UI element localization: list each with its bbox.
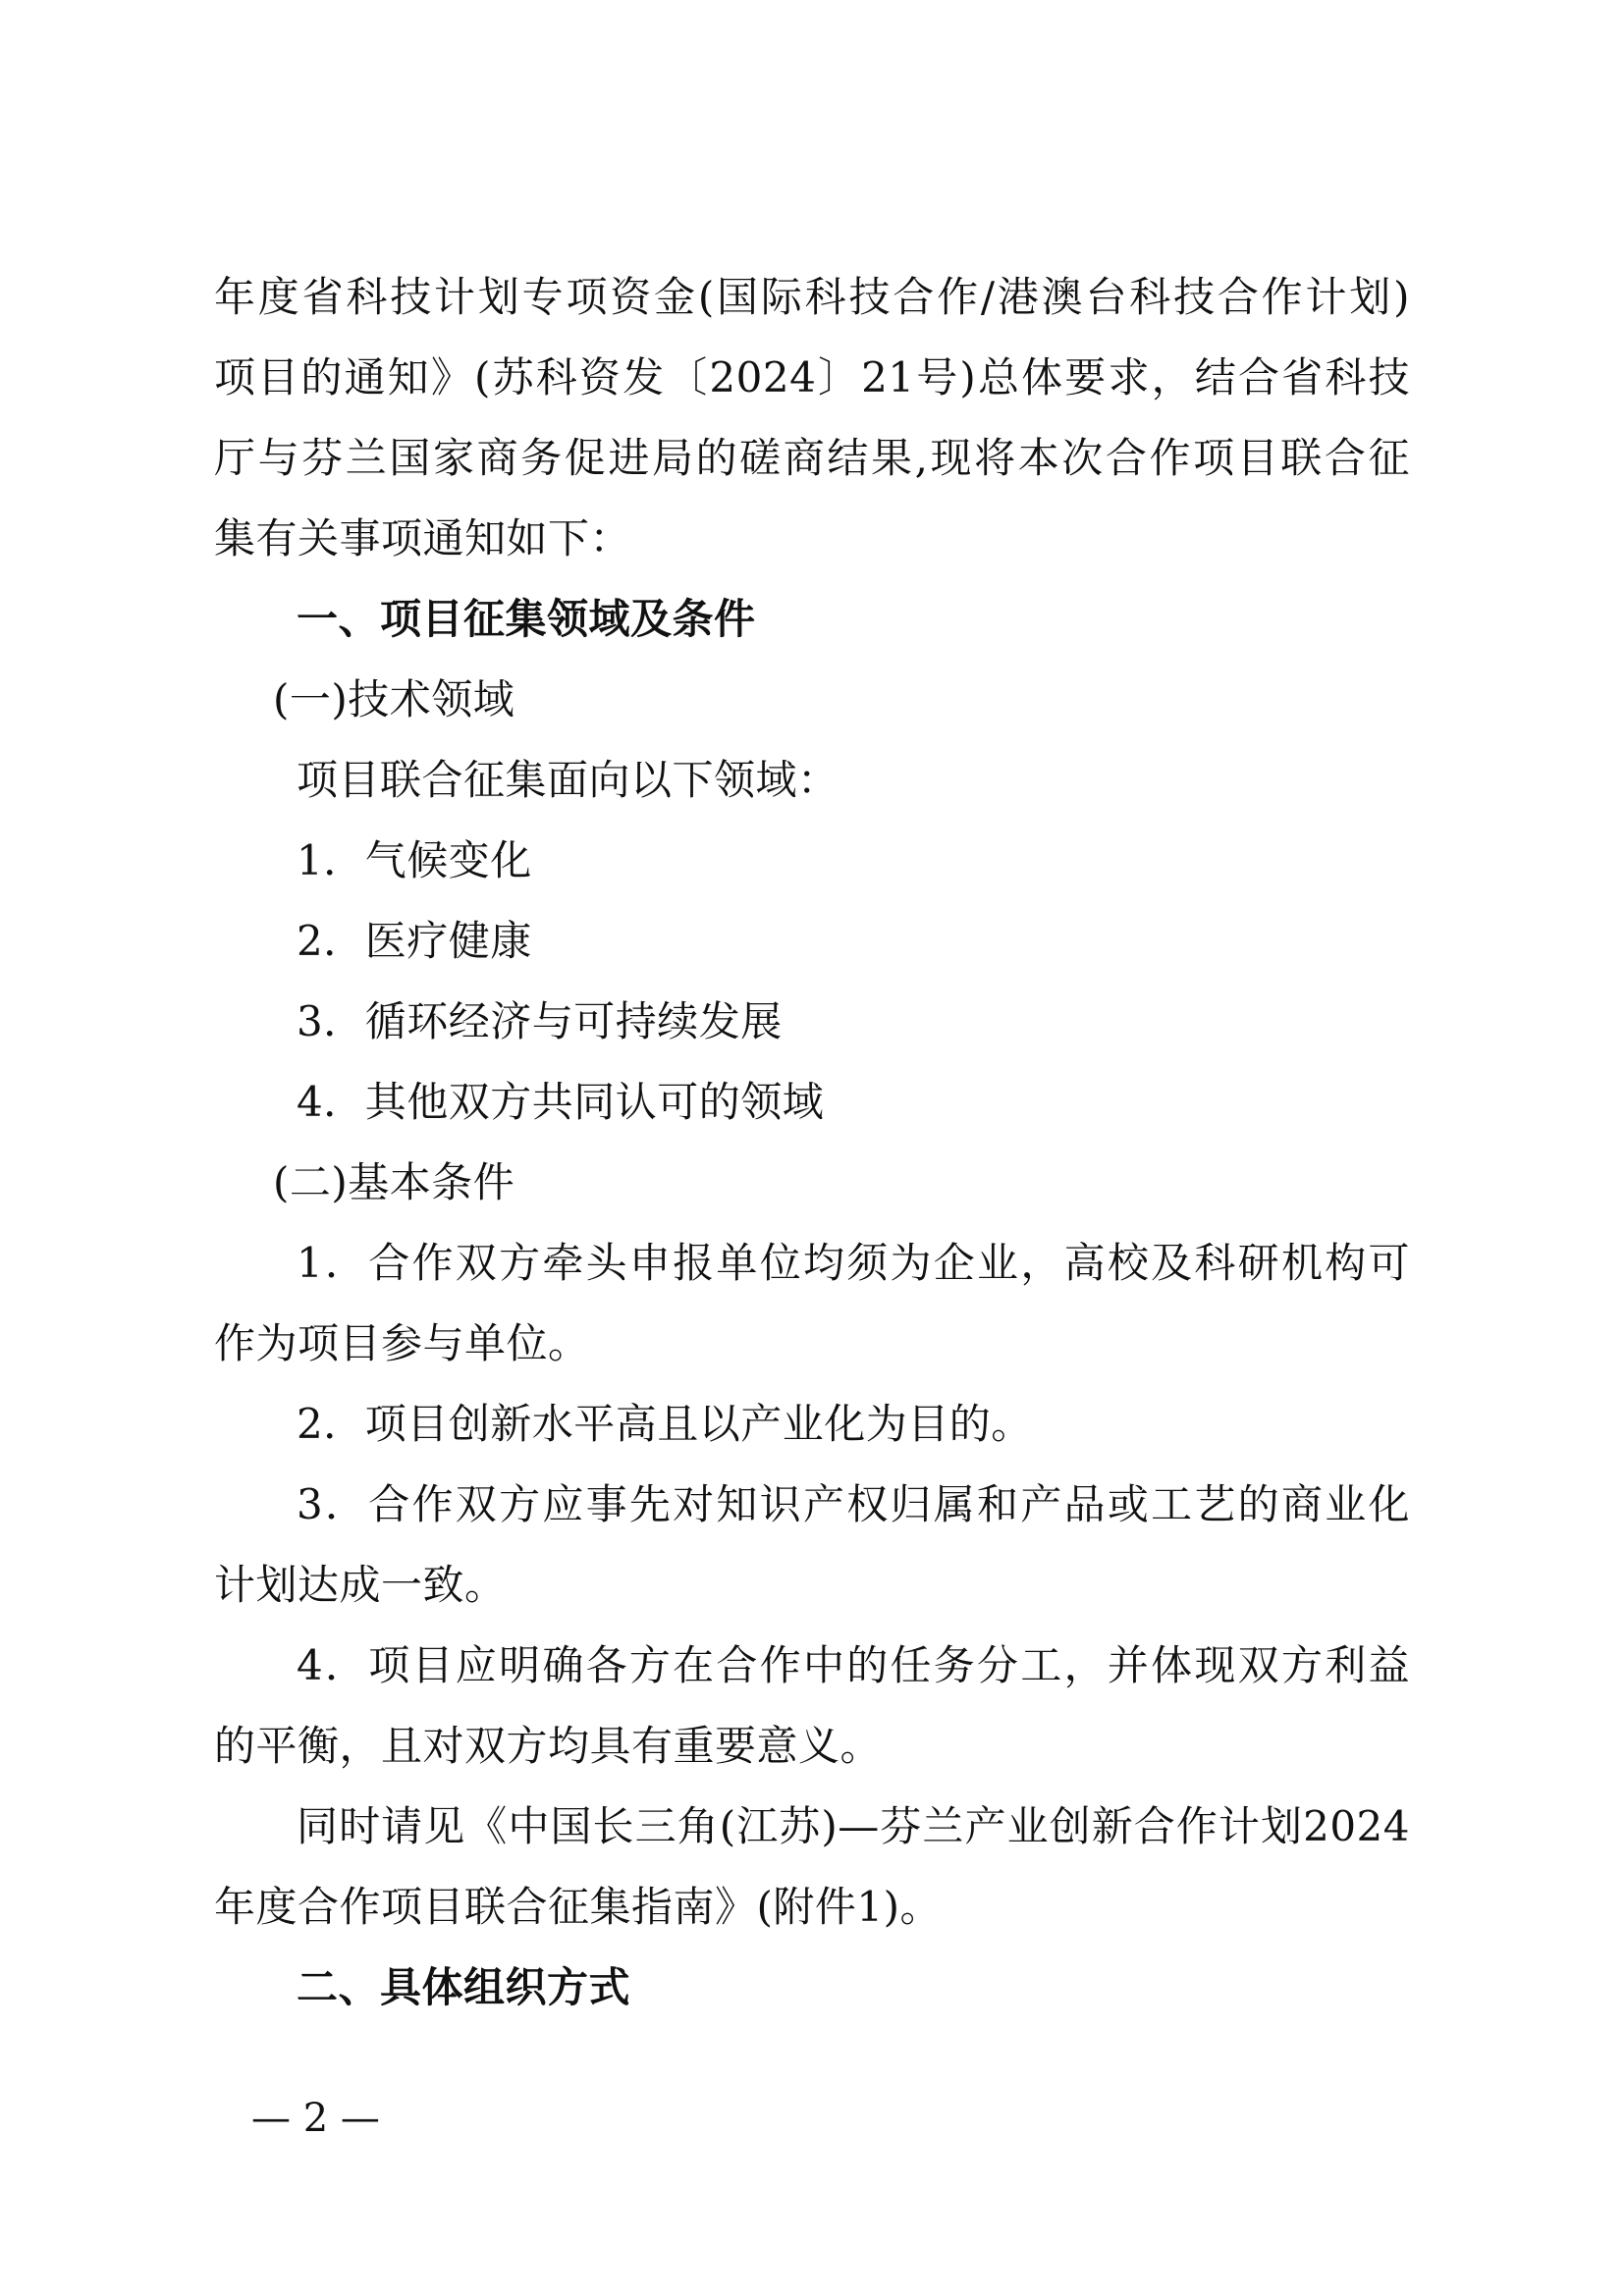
- intro-line: 集有关事项通知如下：: [214, 514, 632, 562]
- condition-item: [214, 1626, 1410, 1787]
- subsection-heading-2: (二)基本条件: [273, 1158, 515, 1206]
- field-item: 1．气候变化: [297, 836, 532, 884]
- condition-line: 计划达成一致。: [214, 1561, 507, 1609]
- condition-item: [214, 1384, 1410, 1465]
- condition-line: 4．项目应明确各方在合作中的任务分工，并体现双方利益: [297, 1641, 1410, 1689]
- field-item: 4．其他双方共同认可的领域: [297, 1078, 825, 1126]
- conditions-list: [214, 1223, 1410, 1787]
- intro-line: 年度省科技计划专项资金(国际科技合作/港澳台科技合作计划): [214, 273, 1410, 321]
- subsection-heading-1: (一)技术领域: [273, 675, 515, 723]
- field-item: 3．循环经济与可持续发展: [297, 997, 783, 1045]
- fields-list: [214, 821, 1410, 1143]
- condition-line: 的平衡，且对双方均具有重要意义。: [214, 1722, 883, 1770]
- reference-paragraph: [214, 1787, 1410, 1948]
- condition-line: 作为项目参与单位。: [214, 1319, 590, 1367]
- section-heading-2: 二、具体组织方式: [297, 1963, 631, 2011]
- reference-line: 年度合作项目联合征集指南》(附件1)。: [214, 1883, 942, 1931]
- page-number: — 2 —: [251, 2096, 380, 2141]
- section-heading-1: 一、项目征集领域及条件: [297, 595, 756, 643]
- condition-line: 2．项目创新水平高且以产业化为目的。: [297, 1400, 1033, 1448]
- intro-paragraph: [214, 257, 1410, 579]
- document-body: [214, 257, 1410, 2028]
- intro-line: 项目的通知》(苏科资发〔2024〕21号)总体要求，结合省科技: [214, 353, 1410, 401]
- intro-line: 厅与芬兰国家商务促进局的磋商结果,现将本次合作项目联合征: [214, 434, 1410, 482]
- field-item: 2．医疗健康: [297, 917, 532, 965]
- condition-item: [214, 1223, 1410, 1384]
- condition-line: 1．合作双方牵头申报单位均须为企业，高校及科研机构可: [297, 1239, 1410, 1287]
- condition-item: [214, 1465, 1410, 1626]
- fields-intro: 项目联合征集面向以下领域：: [297, 756, 839, 804]
- reference-line: 同时请见《中国长三角(江苏)—芬兰产业创新合作计划2024: [297, 1802, 1410, 1850]
- condition-line: 3．合作双方应事先对知识产权归属和产品或工艺的商业化: [297, 1480, 1410, 1528]
